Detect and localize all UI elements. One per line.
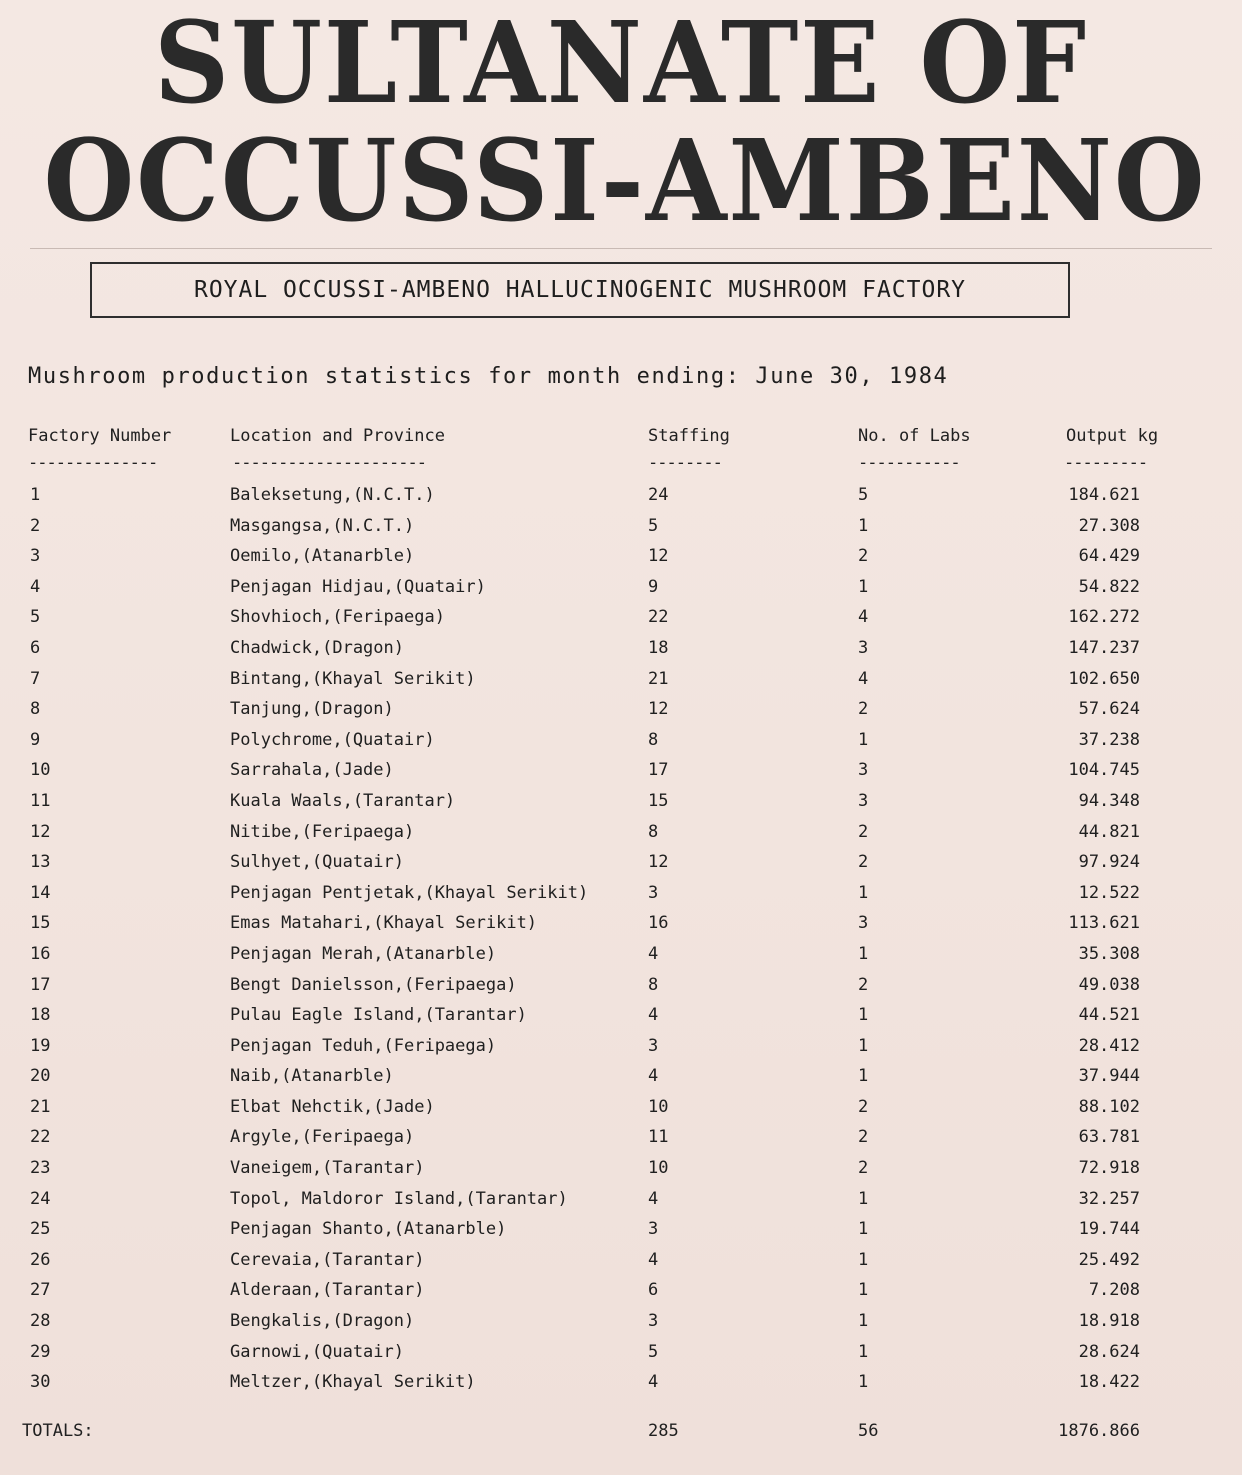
table-row	[0, 1308, 1242, 1339]
staffing-cell: 4	[648, 1188, 659, 1209]
labs-cell: 2	[858, 821, 869, 842]
staffing-cell: 3	[648, 1311, 659, 1332]
labs-cell: 1	[858, 576, 869, 597]
table-row	[0, 880, 1242, 911]
output-cell: 97.924	[1078, 852, 1140, 873]
table-row	[0, 972, 1242, 1003]
labs-cell: 2	[858, 852, 869, 873]
output-cell: 63.781	[1078, 1127, 1140, 1148]
factory-number-cell: 6	[30, 637, 41, 658]
factory-number-cell: 18	[30, 1005, 51, 1026]
factory-banner	[90, 262, 1070, 318]
output-cell: 37.944	[1078, 1066, 1140, 1087]
table-row	[0, 513, 1242, 544]
labs-cell: 1	[858, 1005, 869, 1026]
table-row	[0, 574, 1242, 605]
location-cell: Polychrome,(Quatair)	[230, 729, 435, 750]
location-cell: Emas Matahari,(Khayal Serikit)	[230, 913, 538, 934]
output-cell: 28.624	[1078, 1341, 1140, 1362]
location-cell: Pulau Eagle Island,(Tarantar)	[230, 1005, 527, 1026]
table-row	[0, 1369, 1242, 1400]
staffing-cell: 3	[648, 882, 659, 903]
output-cell: 44.521	[1078, 1005, 1140, 1026]
labs-cell: 1	[858, 1372, 869, 1393]
location-cell: Penjagan Hidjau,(Quatair)	[230, 576, 486, 597]
labs-cell: 1	[858, 1188, 869, 1209]
report-subtitle: Mushroom production statistics for month ending: June 30, 1984	[28, 364, 949, 389]
labs-cell: 3	[858, 637, 869, 658]
table-row	[0, 910, 1242, 941]
factory-number-cell: 3	[30, 546, 41, 567]
output-cell: 37.238	[1078, 729, 1140, 750]
labs-cell: 4	[858, 607, 869, 628]
output-cell: 88.102	[1078, 1096, 1140, 1117]
location-cell: Meltzer,(Khayal Serikit)	[230, 1372, 476, 1393]
masthead-line-2: OCCUSSI-AMBENO	[43, 116, 1207, 247]
output-cell: 162.272	[1068, 607, 1140, 628]
factory-number-cell: 21	[30, 1096, 51, 1117]
factory-number-cell: 14	[30, 882, 51, 903]
factory-number-cell: 7	[30, 668, 41, 689]
output-cell: 113.621	[1068, 913, 1140, 934]
output-cell: 12.522	[1078, 882, 1140, 903]
labs-cell: 1	[858, 1219, 869, 1240]
output-cell: 147.237	[1068, 637, 1140, 658]
staffing-cell: 10	[648, 1158, 669, 1179]
location-cell: Penjagan Merah,(Atanarble)	[230, 943, 497, 964]
table-row	[0, 941, 1242, 972]
factory-number-cell: 25	[30, 1219, 51, 1240]
labs-cell: 2	[858, 974, 869, 995]
totals-output: 1876.866	[1058, 1421, 1140, 1441]
staffing-cell: 4	[648, 1005, 659, 1026]
table-row	[0, 788, 1242, 819]
labs-cell: 4	[858, 668, 869, 689]
factory-number-cell: 5	[30, 607, 41, 628]
header-underline-staffing: --------	[648, 453, 722, 473]
location-cell: Nitibe,(Feripaega)	[230, 821, 415, 842]
table-row	[0, 1247, 1242, 1278]
labs-cell: 1	[858, 1066, 869, 1087]
table-row	[0, 1124, 1242, 1155]
location-cell: Bengt Danielsson,(Feripaega)	[230, 974, 517, 995]
staffing-cell: 8	[648, 821, 659, 842]
output-cell: 64.429	[1078, 546, 1140, 567]
staffing-cell: 4	[648, 1066, 659, 1087]
labs-cell: 1	[858, 1249, 869, 1270]
labs-cell: 1	[858, 515, 869, 536]
location-cell: Vaneigem,(Tarantar)	[230, 1158, 425, 1179]
staffing-cell: 24	[648, 485, 669, 505]
labs-cell: 5	[858, 485, 869, 505]
header-underline-location: ---------------------	[232, 453, 426, 473]
staffing-cell: 12	[648, 546, 669, 567]
factory-number-cell: 1	[30, 485, 41, 505]
staffing-cell: 12	[648, 852, 669, 873]
location-cell: Penjagan Pentjetak,(Khayal Serikit)	[230, 882, 589, 903]
factory-number-cell: 12	[30, 821, 51, 842]
location-cell: Alderaan,(Tarantar)	[230, 1280, 425, 1301]
staffing-cell: 8	[648, 974, 659, 995]
table-row	[0, 1216, 1242, 1247]
factory-number-cell: 24	[30, 1188, 51, 1209]
staffing-cell: 5	[648, 1341, 659, 1362]
header-output: Output kg	[1066, 426, 1159, 446]
output-cell: 49.038	[1078, 974, 1140, 995]
staffing-cell: 12	[648, 699, 669, 720]
output-cell: 28.412	[1078, 1035, 1140, 1056]
output-cell: 104.745	[1068, 760, 1140, 781]
location-cell: Sarrahala,(Jade)	[230, 760, 394, 781]
location-cell: Argyle,(Feripaega)	[230, 1127, 415, 1148]
location-cell: Masgangsa,(N.C.T.)	[230, 515, 415, 536]
masthead-line-1: SULTANATE OF	[154, 0, 1088, 129]
factory-number-cell: 27	[30, 1280, 51, 1301]
output-cell: 18.918	[1078, 1311, 1140, 1332]
header-labs: No. of Labs	[858, 426, 971, 446]
staffing-cell: 4	[648, 1372, 659, 1393]
location-cell: Oemilo,(Atanarble)	[230, 546, 415, 567]
table-row	[0, 1094, 1242, 1125]
factory-number-cell: 8	[30, 699, 41, 720]
labs-cell: 3	[858, 790, 869, 811]
labs-cell: 1	[858, 943, 869, 964]
factory-number-cell: 29	[30, 1341, 51, 1362]
totals-staffing: 285	[648, 1421, 679, 1441]
factory-number-cell: 20	[30, 1066, 51, 1087]
table-row	[0, 696, 1242, 727]
output-cell: 54.822	[1078, 576, 1140, 597]
factory-number-cell: 16	[30, 943, 51, 964]
table-row	[0, 635, 1242, 666]
output-cell: 25.492	[1078, 1249, 1140, 1270]
header-staffing: Staffing	[648, 426, 730, 446]
table-row	[0, 604, 1242, 635]
staffing-cell: 22	[648, 607, 669, 628]
location-cell: Chadwick,(Dragon)	[230, 637, 404, 658]
header-factory-number: Factory Number	[28, 426, 172, 446]
labs-cell: 2	[858, 546, 869, 567]
factory-number-cell: 4	[30, 576, 41, 597]
output-cell: 19.744	[1078, 1219, 1140, 1240]
factory-number-cell: 26	[30, 1249, 51, 1270]
header-underline-labs: -----------	[858, 453, 960, 473]
staffing-cell: 9	[648, 576, 659, 597]
output-cell: 57.624	[1078, 699, 1140, 720]
location-cell: Shovhioch,(Feripaega)	[230, 607, 445, 628]
factory-number-cell: 17	[30, 974, 51, 995]
factory-banner-text: ROYAL OCCUSSI-AMBENO HALLUCINOGENIC MUSHROOM FACTORY	[193, 277, 967, 303]
location-cell: Penjagan Teduh,(Feripaega)	[230, 1035, 497, 1056]
table-row	[0, 666, 1242, 697]
table-row	[0, 1002, 1242, 1033]
location-cell: Baleksetung,(N.C.T.)	[230, 485, 435, 505]
output-cell: 18.422	[1078, 1372, 1140, 1393]
labs-cell: 1	[858, 882, 869, 903]
factory-number-cell: 10	[30, 760, 51, 781]
location-cell: Garnowi,(Quatair)	[230, 1341, 404, 1362]
table-row	[0, 819, 1242, 850]
output-cell: 102.650	[1068, 668, 1140, 689]
labs-cell: 1	[858, 1280, 869, 1301]
location-cell: Topol, Maldoror Island,(Tarantar)	[230, 1188, 568, 1209]
staffing-cell: 4	[648, 1249, 659, 1270]
factory-number-cell: 19	[30, 1035, 51, 1056]
labs-cell: 2	[858, 1127, 869, 1148]
factory-number-cell: 30	[30, 1372, 51, 1393]
factory-number-cell: 9	[30, 729, 41, 750]
location-cell: Cerevaia,(Tarantar)	[230, 1249, 425, 1270]
staffing-cell: 15	[648, 790, 669, 811]
staffing-cell: 3	[648, 1219, 659, 1240]
header-underline-output: ---------	[1064, 453, 1148, 473]
labs-cell: 1	[858, 729, 869, 750]
location-cell: Penjagan Shanto,(Atanarble)	[230, 1219, 507, 1240]
staffing-cell: 17	[648, 760, 669, 781]
output-cell: 32.257	[1078, 1188, 1140, 1209]
table-row	[0, 1186, 1242, 1217]
totals-labs: 56	[858, 1421, 879, 1441]
factory-number-cell: 2	[30, 515, 41, 536]
factory-number-cell: 11	[30, 790, 51, 811]
staffing-cell: 21	[648, 668, 669, 689]
staffing-cell: 10	[648, 1096, 669, 1117]
totals-row	[0, 1418, 1242, 1444]
location-cell: Naib,(Atanarble)	[230, 1066, 394, 1087]
output-cell: 72.918	[1078, 1158, 1140, 1179]
staffing-cell: 18	[648, 637, 669, 658]
table-row	[0, 1277, 1242, 1308]
output-cell: 7.208	[1088, 1280, 1140, 1301]
staffing-cell: 11	[648, 1127, 669, 1148]
factory-number-cell: 13	[30, 852, 51, 873]
staffing-cell: 6	[648, 1280, 659, 1301]
location-cell: Sulhyet,(Quatair)	[230, 852, 404, 873]
labs-cell: 1	[858, 1311, 869, 1332]
labs-cell: 2	[858, 1096, 869, 1117]
table-row	[0, 849, 1242, 880]
labs-cell: 2	[858, 699, 869, 720]
labs-cell: 3	[858, 913, 869, 934]
table-row	[0, 1033, 1242, 1064]
location-cell: Elbat Nehctik,(Jade)	[230, 1096, 435, 1117]
output-cell: 94.348	[1078, 790, 1140, 811]
location-cell: Bintang,(Khayal Serikit)	[230, 668, 476, 689]
table-row	[0, 757, 1242, 788]
factory-number-cell: 22	[30, 1127, 51, 1148]
table-body	[0, 482, 1242, 1400]
staffing-cell: 4	[648, 943, 659, 964]
factory-number-cell: 28	[30, 1311, 51, 1332]
output-cell: 184.621	[1068, 485, 1140, 505]
output-cell: 27.308	[1078, 515, 1140, 536]
factory-number-cell: 15	[30, 913, 51, 934]
labs-cell: 2	[858, 1158, 869, 1179]
labs-cell: 1	[858, 1035, 869, 1056]
masthead-divider	[30, 248, 1212, 249]
table-row	[0, 1339, 1242, 1370]
table-row	[0, 1063, 1242, 1094]
staffing-cell: 3	[648, 1035, 659, 1056]
table-row	[0, 1155, 1242, 1186]
output-cell: 44.821	[1078, 821, 1140, 842]
factory-number-cell: 23	[30, 1158, 51, 1179]
table-row	[0, 543, 1242, 574]
location-cell: Kuala Waals,(Tarantar)	[230, 790, 456, 811]
location-cell: Tanjung,(Dragon)	[230, 699, 394, 720]
staffing-cell: 5	[648, 515, 659, 536]
output-cell: 35.308	[1078, 943, 1140, 964]
table-row	[0, 482, 1242, 513]
location-cell: Bengkalis,(Dragon)	[230, 1311, 415, 1332]
totals-label: TOTALS:	[22, 1421, 94, 1441]
staffing-cell: 16	[648, 913, 669, 934]
header-location: Location and Province	[230, 426, 445, 446]
labs-cell: 3	[858, 760, 869, 781]
header-underline-number: --------------	[28, 453, 158, 473]
staffing-cell: 8	[648, 729, 659, 750]
table-row	[0, 727, 1242, 758]
labs-cell: 1	[858, 1341, 869, 1362]
